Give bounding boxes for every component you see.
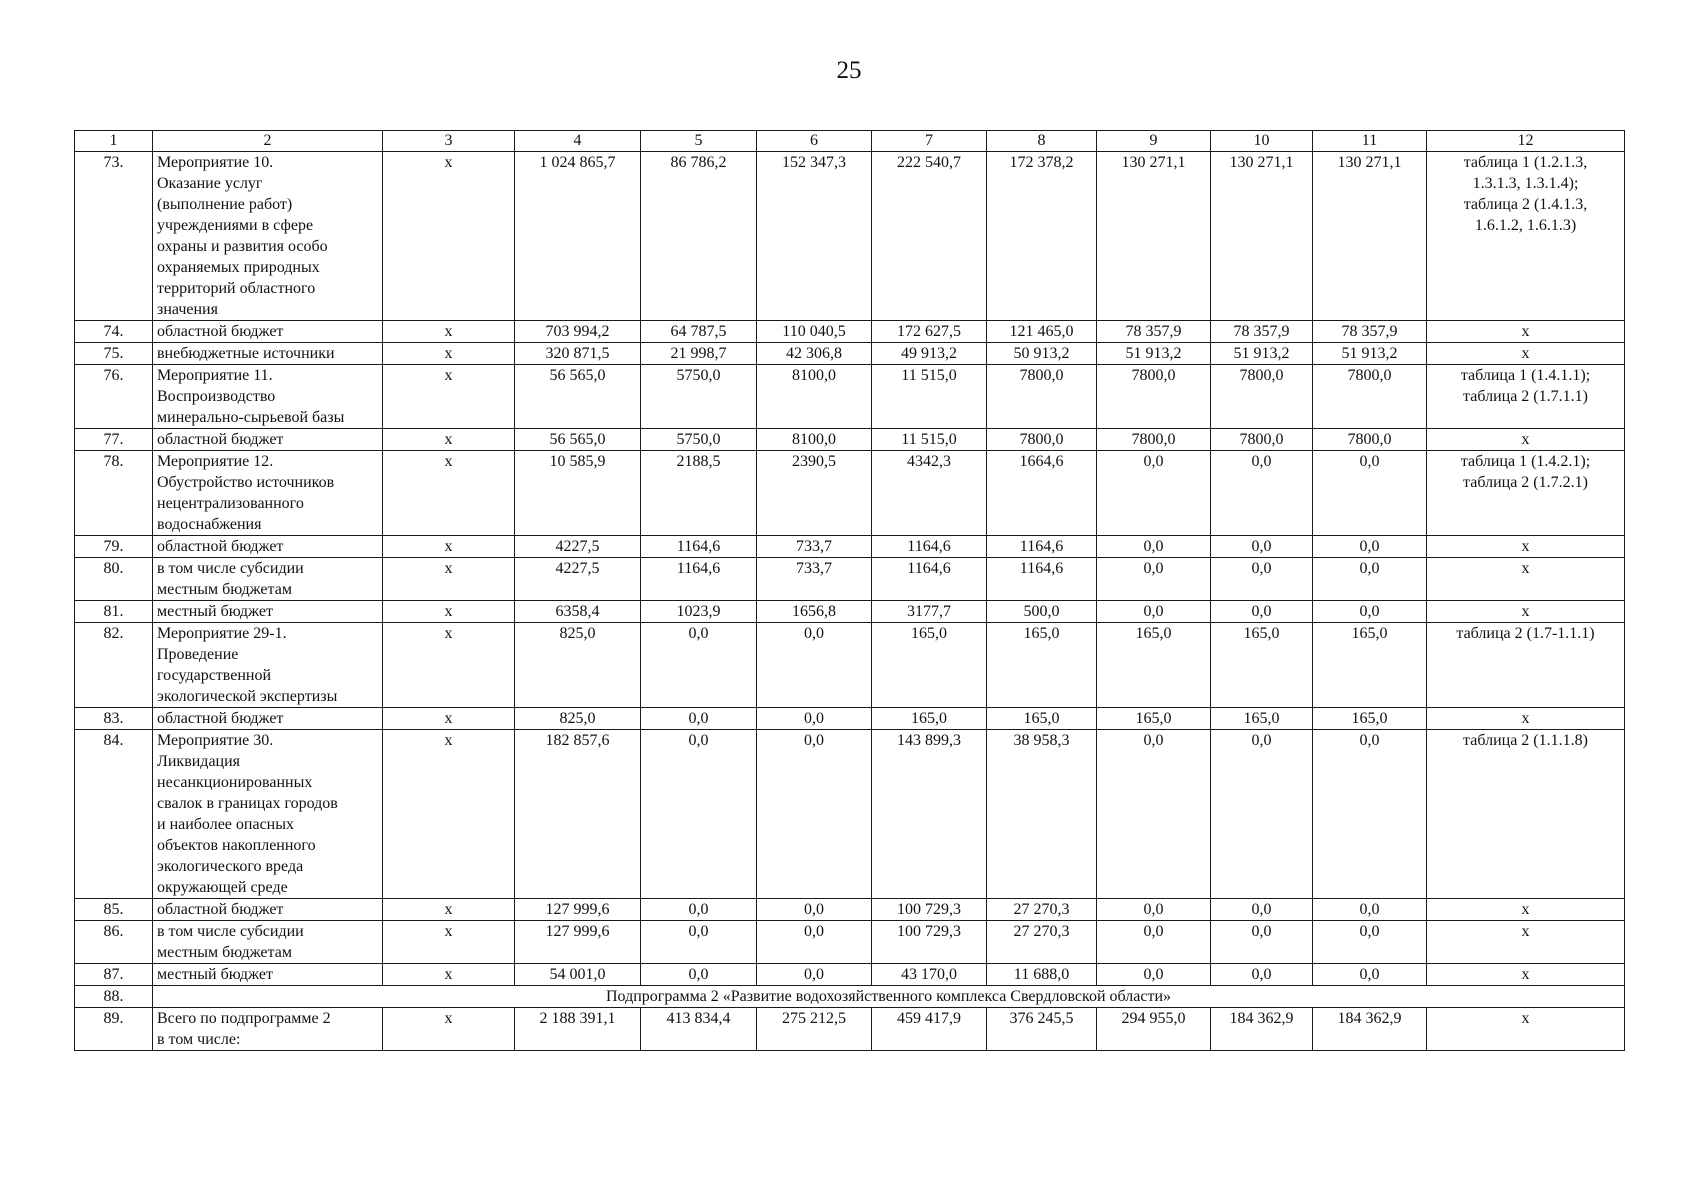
value-cell: 0,0 (1097, 921, 1211, 964)
value-cell: 0,0 (641, 899, 757, 921)
table-row (75, 1008, 1625, 1051)
column-3-cell: x (383, 451, 515, 536)
value-cell: 0,0 (1313, 536, 1427, 558)
row-name-cell: областной бюджет (153, 899, 383, 921)
value-cell: 2188,5 (641, 451, 757, 536)
value-cell: 165,0 (1211, 623, 1313, 708)
value-cell: 7800,0 (987, 429, 1097, 451)
row-number-cell: 73. (75, 152, 153, 321)
reference-cell: таблица 1 (1.4.2.1); таблица 2 (1.7.2.1) (1427, 451, 1625, 536)
row-number-cell: 87. (75, 964, 153, 986)
value-cell: 1164,6 (641, 536, 757, 558)
column-3-cell: x (383, 365, 515, 429)
subprogram-title-cell: Подпрограмма 2 «Развитие водохозяйственного комплекса Свердловской области» (153, 986, 1625, 1008)
value-cell: 1164,6 (641, 558, 757, 601)
value-cell: 43 170,0 (872, 964, 987, 986)
reference-cell: таблица 1 (1.4.1.1); таблица 2 (1.7.1.1) (1427, 365, 1625, 429)
reference-cell: таблица 1 (1.2.1.3, 1.3.1.3, 1.3.1.4); таблица 2 (1.4.1.3, 1.6.1.2, 1.6.1.3) (1427, 152, 1625, 321)
value-cell: 0,0 (757, 623, 872, 708)
reference-cell: x (1427, 321, 1625, 343)
value-cell: 0,0 (1211, 921, 1313, 964)
value-cell: 130 271,1 (1313, 152, 1427, 321)
value-cell: 0,0 (757, 708, 872, 730)
reference-cell: x (1427, 601, 1625, 623)
value-cell: 110 040,5 (757, 321, 872, 343)
value-cell: 733,7 (757, 558, 872, 601)
value-cell: 7800,0 (1211, 429, 1313, 451)
table-row (75, 558, 1625, 601)
row-name-cell: областной бюджет (153, 429, 383, 451)
row-name-cell: Мероприятие 29-1. Проведение государственной экологической экспертизы (153, 623, 383, 708)
value-cell: 1164,6 (987, 536, 1097, 558)
reference-cell: x (1427, 429, 1625, 451)
value-cell: 0,0 (1097, 964, 1211, 986)
reference-cell: таблица 2 (1.7-1.1.1) (1427, 623, 1625, 708)
column-3-cell: x (383, 899, 515, 921)
value-cell: 165,0 (872, 623, 987, 708)
value-cell: 1164,6 (872, 558, 987, 601)
value-cell: 0,0 (1313, 558, 1427, 601)
row-number-cell: 75. (75, 343, 153, 365)
row-name-cell: Мероприятие 30. Ликвидация несанкционированных свалок в границах городов и наиболее опасных объектов накопленного экологического вреда окружающей среде (153, 730, 383, 899)
value-cell: 165,0 (987, 623, 1097, 708)
value-cell: 0,0 (1097, 899, 1211, 921)
value-cell: 500,0 (987, 601, 1097, 623)
value-cell: 6358,4 (515, 601, 641, 623)
value-cell: 78 357,9 (1313, 321, 1427, 343)
budget-table (74, 130, 1625, 1051)
column-header: 9 (1097, 131, 1211, 152)
value-cell: 172 627,5 (872, 321, 987, 343)
row-number-cell: 82. (75, 623, 153, 708)
value-cell: 51 913,2 (1313, 343, 1427, 365)
value-cell: 0,0 (1097, 536, 1211, 558)
value-cell: 0,0 (1313, 921, 1427, 964)
row-name-cell: местный бюджет (153, 601, 383, 623)
column-header: 1 (75, 131, 153, 152)
column-3-cell: x (383, 921, 515, 964)
reference-cell: x (1427, 899, 1625, 921)
page-number: 25 (836, 57, 862, 84)
value-cell: 0,0 (757, 921, 872, 964)
row-number-cell: 83. (75, 708, 153, 730)
value-cell: 825,0 (515, 623, 641, 708)
value-cell: 165,0 (1211, 708, 1313, 730)
table-row (75, 921, 1625, 964)
value-cell: 8100,0 (757, 365, 872, 429)
row-name-cell: областной бюджет (153, 321, 383, 343)
column-header: 3 (383, 131, 515, 152)
reference-cell: x (1427, 708, 1625, 730)
value-cell: 2 188 391,1 (515, 1008, 641, 1051)
value-cell: 459 417,9 (872, 1008, 987, 1051)
row-name-cell: в том числе субсидии местным бюджетам (153, 558, 383, 601)
reference-cell: x (1427, 921, 1625, 964)
column-3-cell: x (383, 964, 515, 986)
column-header: 2 (153, 131, 383, 152)
column-3-cell: x (383, 152, 515, 321)
value-cell: 0,0 (1211, 451, 1313, 536)
table-row (75, 536, 1625, 558)
value-cell: 27 270,3 (987, 921, 1097, 964)
value-cell: 1 024 865,7 (515, 152, 641, 321)
value-cell: 320 871,5 (515, 343, 641, 365)
value-cell: 8100,0 (757, 429, 872, 451)
value-cell: 703 994,2 (515, 321, 641, 343)
value-cell: 0,0 (1097, 451, 1211, 536)
row-name-cell: Мероприятие 11. Воспроизводство минерально-сырьевой базы (153, 365, 383, 429)
table-row (75, 623, 1625, 708)
value-cell: 64 787,5 (641, 321, 757, 343)
row-number-cell: 81. (75, 601, 153, 623)
value-cell: 100 729,3 (872, 921, 987, 964)
value-cell: 165,0 (872, 708, 987, 730)
value-cell: 825,0 (515, 708, 641, 730)
value-cell: 78 357,9 (1097, 321, 1211, 343)
value-cell: 0,0 (1313, 899, 1427, 921)
value-cell: 0,0 (1211, 899, 1313, 921)
column-header: 10 (1211, 131, 1313, 152)
row-number-cell: 85. (75, 899, 153, 921)
value-cell: 143 899,3 (872, 730, 987, 899)
table-row (75, 152, 1625, 321)
value-cell: 11 515,0 (872, 429, 987, 451)
table-row (75, 708, 1625, 730)
value-cell: 0,0 (1211, 558, 1313, 601)
reference-cell: x (1427, 536, 1625, 558)
value-cell: 11 515,0 (872, 365, 987, 429)
table-row (75, 899, 1625, 921)
value-cell: 0,0 (1097, 558, 1211, 601)
row-number-cell: 84. (75, 730, 153, 899)
value-cell: 0,0 (1097, 601, 1211, 623)
value-cell: 1656,8 (757, 601, 872, 623)
column-3-cell: x (383, 536, 515, 558)
column-3-cell: x (383, 623, 515, 708)
value-cell: 4227,5 (515, 536, 641, 558)
value-cell: 130 271,1 (1211, 152, 1313, 321)
value-cell: 7800,0 (1313, 429, 1427, 451)
value-cell: 78 357,9 (1211, 321, 1313, 343)
column-3-cell: x (383, 708, 515, 730)
value-cell: 0,0 (757, 964, 872, 986)
value-cell: 1023,9 (641, 601, 757, 623)
value-cell: 54 001,0 (515, 964, 641, 986)
row-name-cell: Мероприятие 10. Оказание услуг (выполнение работ) учреждениями в сфере охраны и развития особо охраняемых природных территорий областного значения (153, 152, 383, 321)
value-cell: 49 913,2 (872, 343, 987, 365)
value-cell: 0,0 (1211, 964, 1313, 986)
value-cell: 7800,0 (1097, 365, 1211, 429)
table-row (75, 343, 1625, 365)
value-cell: 1664,6 (987, 451, 1097, 536)
table-row (75, 365, 1625, 429)
value-cell: 4227,5 (515, 558, 641, 601)
column-3-cell: x (383, 730, 515, 899)
table-row (75, 730, 1625, 899)
value-cell: 0,0 (1313, 601, 1427, 623)
row-number-cell: 86. (75, 921, 153, 964)
value-cell: 38 958,3 (987, 730, 1097, 899)
value-cell: 42 306,8 (757, 343, 872, 365)
value-cell: 5750,0 (641, 429, 757, 451)
row-name-cell: Всего по подпрограмме 2 в том числе: (153, 1008, 383, 1051)
row-number-cell: 79. (75, 536, 153, 558)
value-cell: 376 245,5 (987, 1008, 1097, 1051)
value-cell: 0,0 (641, 623, 757, 708)
value-cell: 121 465,0 (987, 321, 1097, 343)
reference-cell: x (1427, 558, 1625, 601)
value-cell: 0,0 (641, 730, 757, 899)
table-row (75, 321, 1625, 343)
column-3-cell: x (383, 343, 515, 365)
column-header: 6 (757, 131, 872, 152)
table-row (75, 964, 1625, 986)
value-cell: 733,7 (757, 536, 872, 558)
value-cell: 56 565,0 (515, 429, 641, 451)
value-cell: 0,0 (1313, 451, 1427, 536)
value-cell: 222 540,7 (872, 152, 987, 321)
value-cell: 0,0 (641, 964, 757, 986)
value-cell: 21 998,7 (641, 343, 757, 365)
value-cell: 0,0 (641, 708, 757, 730)
column-header: 5 (641, 131, 757, 152)
reference-cell: x (1427, 343, 1625, 365)
value-cell: 0,0 (1313, 730, 1427, 899)
value-cell: 1164,6 (987, 558, 1097, 601)
value-cell: 127 999,6 (515, 921, 641, 964)
value-cell: 275 212,5 (757, 1008, 872, 1051)
value-cell: 11 688,0 (987, 964, 1097, 986)
value-cell: 294 955,0 (1097, 1008, 1211, 1051)
value-cell: 5750,0 (641, 365, 757, 429)
row-number-cell: 74. (75, 321, 153, 343)
table-row (75, 451, 1625, 536)
row-name-cell: местный бюджет (153, 964, 383, 986)
value-cell: 0,0 (1211, 601, 1313, 623)
row-name-cell: областной бюджет (153, 708, 383, 730)
value-cell: 0,0 (641, 921, 757, 964)
value-cell: 172 378,2 (987, 152, 1097, 321)
value-cell: 10 585,9 (515, 451, 641, 536)
value-cell: 0,0 (1211, 730, 1313, 899)
row-name-cell: областной бюджет (153, 536, 383, 558)
row-number-cell: 76. (75, 365, 153, 429)
table-row (75, 429, 1625, 451)
column-header: 11 (1313, 131, 1427, 152)
row-number-cell: 88. (75, 986, 153, 1008)
column-3-cell: x (383, 558, 515, 601)
table-row (75, 986, 1625, 1008)
row-number-cell: 77. (75, 429, 153, 451)
column-3-cell: x (383, 601, 515, 623)
value-cell: 2390,5 (757, 451, 872, 536)
value-cell: 165,0 (1097, 623, 1211, 708)
column-header: 8 (987, 131, 1097, 152)
value-cell: 56 565,0 (515, 365, 641, 429)
table-row (75, 601, 1625, 623)
value-cell: 27 270,3 (987, 899, 1097, 921)
row-number-cell: 80. (75, 558, 153, 601)
value-cell: 7800,0 (1097, 429, 1211, 451)
value-cell: 0,0 (757, 899, 872, 921)
value-cell: 184 362,9 (1211, 1008, 1313, 1051)
column-3-cell: x (383, 1008, 515, 1051)
value-cell: 51 913,2 (1211, 343, 1313, 365)
header-row (75, 131, 1625, 152)
reference-cell: x (1427, 964, 1625, 986)
value-cell: 0,0 (757, 730, 872, 899)
value-cell: 165,0 (1313, 708, 1427, 730)
value-cell: 413 834,4 (641, 1008, 757, 1051)
column-header: 7 (872, 131, 987, 152)
reference-cell: x (1427, 1008, 1625, 1051)
value-cell: 3177,7 (872, 601, 987, 623)
row-name-cell: внебюджетные источники (153, 343, 383, 365)
value-cell: 1164,6 (872, 536, 987, 558)
value-cell: 130 271,1 (1097, 152, 1211, 321)
value-cell: 0,0 (1211, 536, 1313, 558)
value-cell: 50 913,2 (987, 343, 1097, 365)
value-cell: 7800,0 (987, 365, 1097, 429)
table-body (75, 152, 1625, 1051)
value-cell: 100 729,3 (872, 899, 987, 921)
value-cell: 0,0 (1313, 964, 1427, 986)
row-number-cell: 89. (75, 1008, 153, 1051)
value-cell: 86 786,2 (641, 152, 757, 321)
row-name-cell: Мероприятие 12. Обустройство источников нецентрализованного водоснабжения (153, 451, 383, 536)
column-header: 4 (515, 131, 641, 152)
column-3-cell: x (383, 429, 515, 451)
value-cell: 184 362,9 (1313, 1008, 1427, 1051)
value-cell: 165,0 (1313, 623, 1427, 708)
reference-cell: таблица 2 (1.1.1.8) (1427, 730, 1625, 899)
value-cell: 7800,0 (1211, 365, 1313, 429)
column-3-cell: x (383, 321, 515, 343)
value-cell: 165,0 (1097, 708, 1211, 730)
value-cell: 51 913,2 (1097, 343, 1211, 365)
column-header: 12 (1427, 131, 1625, 152)
value-cell: 7800,0 (1313, 365, 1427, 429)
value-cell: 0,0 (1097, 730, 1211, 899)
value-cell: 182 857,6 (515, 730, 641, 899)
row-name-cell: в том числе субсидии местным бюджетам (153, 921, 383, 964)
row-number-cell: 78. (75, 451, 153, 536)
value-cell: 4342,3 (872, 451, 987, 536)
value-cell: 165,0 (987, 708, 1097, 730)
value-cell: 152 347,3 (757, 152, 872, 321)
value-cell: 127 999,6 (515, 899, 641, 921)
